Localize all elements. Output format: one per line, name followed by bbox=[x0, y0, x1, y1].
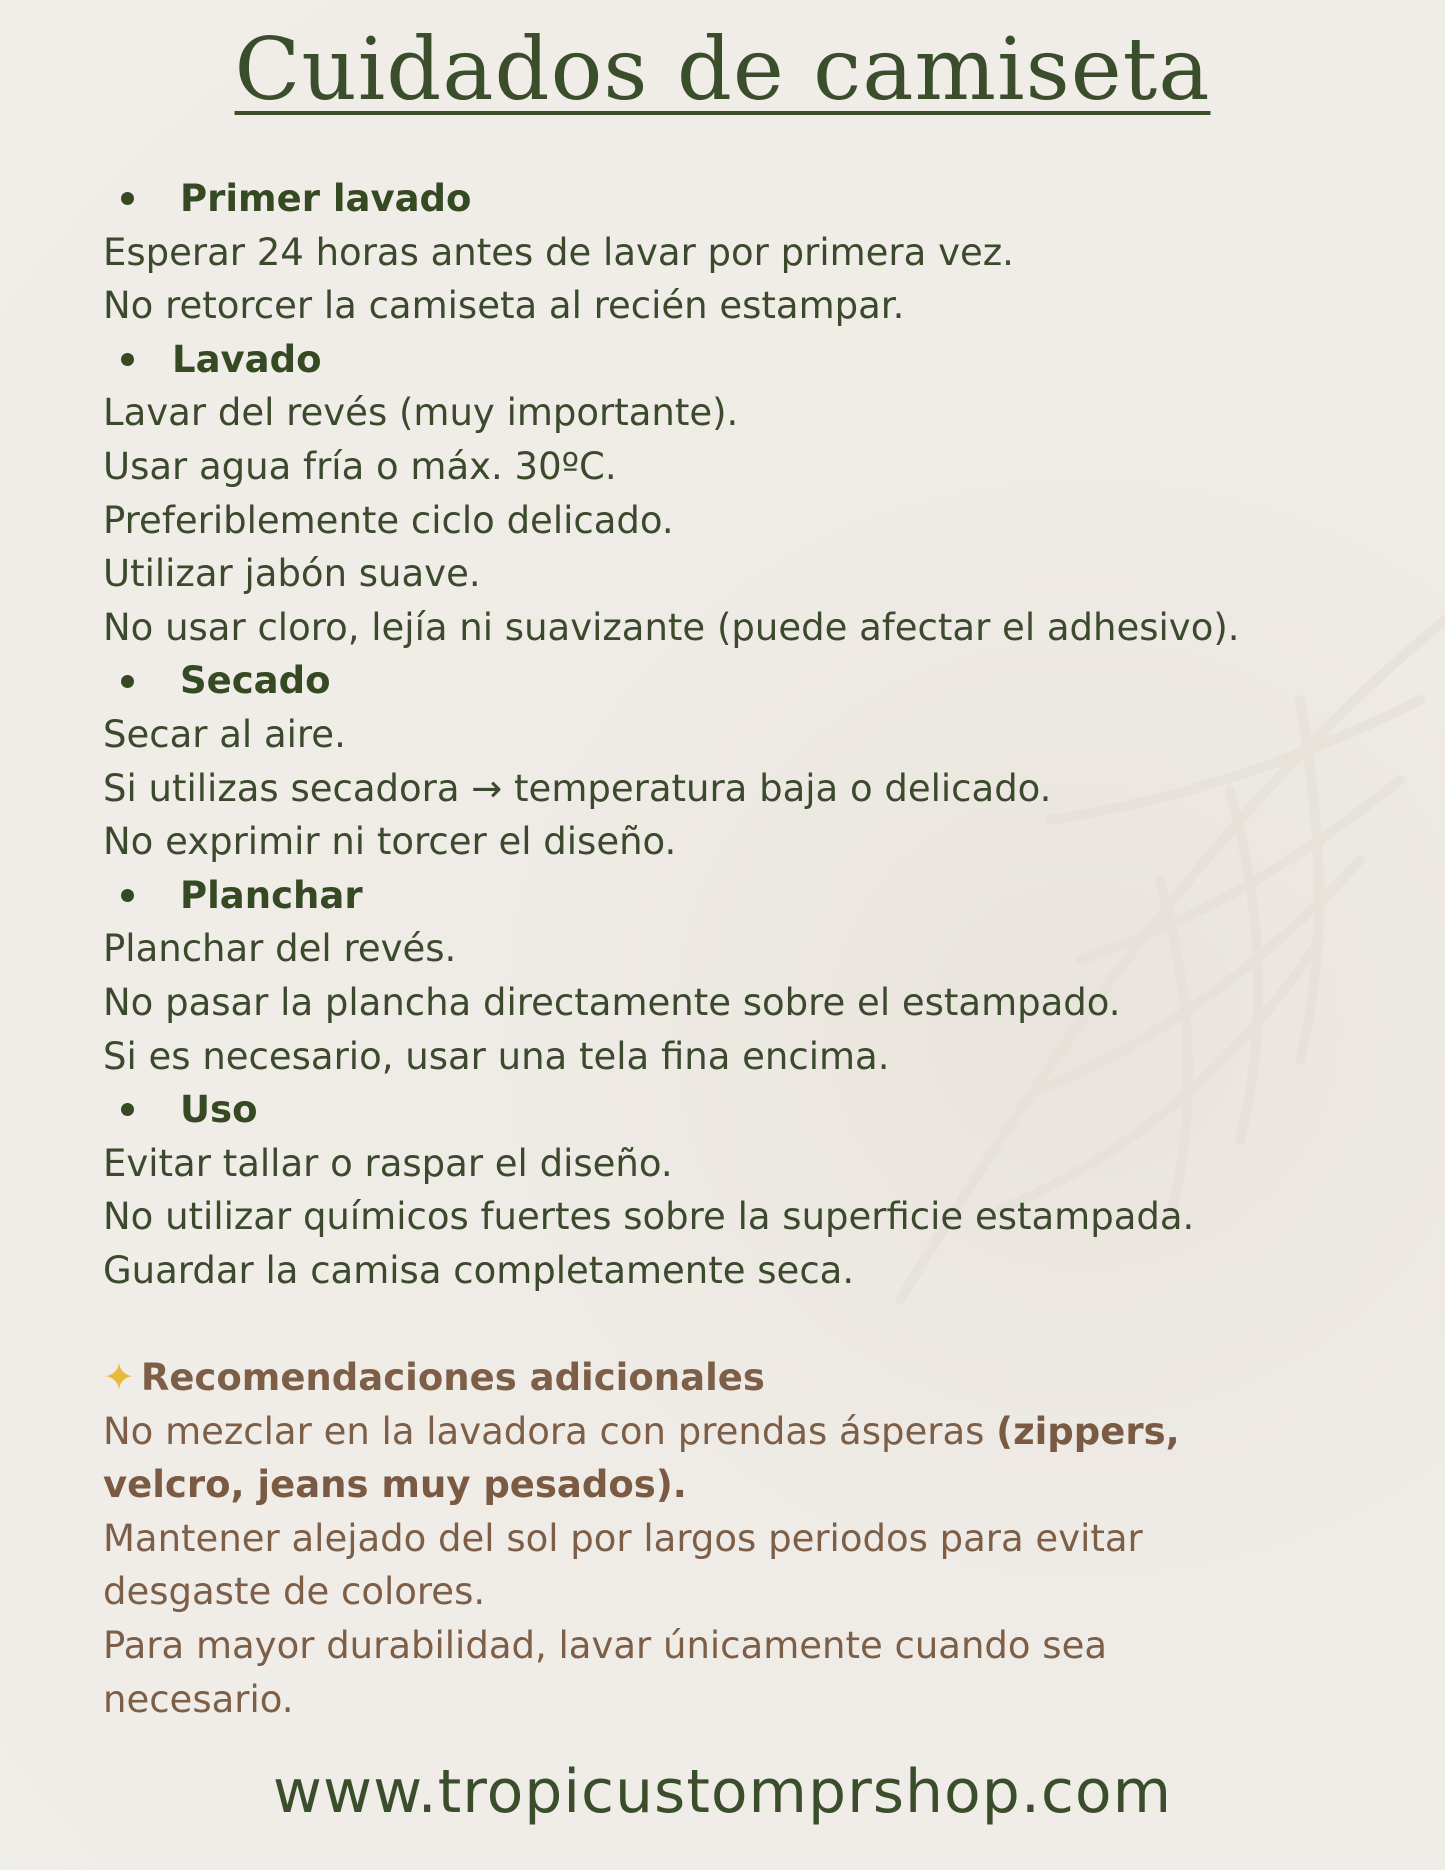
instruction-line: No exprimir ni torcer el diseño. bbox=[103, 820, 677, 864]
section-planchar bbox=[103, 869, 1363, 1083]
recommendation-line: desgaste de colores. bbox=[103, 1570, 486, 1614]
section-secado bbox=[103, 654, 1363, 868]
section-primer-lavado bbox=[103, 172, 1363, 333]
section-heading-text: Secado bbox=[180, 659, 331, 703]
section-heading bbox=[103, 172, 1363, 226]
bullet-icon bbox=[121, 889, 134, 902]
recommendation-line bbox=[103, 1458, 1363, 1512]
section-heading bbox=[103, 333, 1363, 387]
instruction-line: Lavar del revés (muy importante). bbox=[103, 391, 739, 435]
page-title bbox=[0, 20, 1445, 120]
section-heading-text: Planchar bbox=[180, 873, 363, 917]
instruction-line: Esperar 24 horas antes de lavar por primera vez. bbox=[103, 230, 1014, 274]
additional-recommendations bbox=[103, 1351, 1363, 1726]
recommendations-heading-text: Recomendaciones adicionales bbox=[140, 1356, 765, 1400]
section-heading-text: Uso bbox=[180, 1088, 258, 1132]
section-heading bbox=[103, 1083, 1363, 1137]
instruction-line: No pasar la plancha directamente sobre el estampado. bbox=[103, 980, 1121, 1024]
spacer bbox=[103, 1297, 1363, 1351]
recommendations-heading bbox=[103, 1351, 1363, 1405]
recommendation-text: No mezclar en la lavadora con prendas ásperas bbox=[103, 1409, 997, 1453]
section-heading bbox=[103, 869, 1363, 923]
page-title-text: Cuidados de camiseta bbox=[234, 20, 1211, 120]
instructions-content bbox=[103, 172, 1363, 1726]
instruction-line: Secar al aire. bbox=[103, 712, 346, 756]
section-heading-text: Lavado bbox=[172, 337, 322, 381]
bullet-icon bbox=[121, 675, 134, 688]
recommendation-line: Mantener alejado del sol por largos periodos para evitar bbox=[103, 1516, 1143, 1560]
section-lavado bbox=[103, 333, 1363, 655]
section-heading bbox=[103, 654, 1363, 708]
website-url: www.tropicustomprshop.com bbox=[272, 1757, 1173, 1827]
instruction-line: No utilizar químicos fuertes sobre la superficie estampada. bbox=[103, 1195, 1195, 1239]
recommendation-bold-text: (zippers, bbox=[996, 1409, 1180, 1453]
instruction-line: Evitar tallar o raspar el diseño. bbox=[103, 1141, 673, 1185]
instruction-line: Usar agua fría o máx. 30ºC. bbox=[103, 444, 617, 488]
instruction-line: Preferiblemente ciclo delicado. bbox=[103, 498, 674, 542]
instruction-line: No retorcer la camiseta al recién estampar. bbox=[103, 284, 905, 328]
bullet-icon bbox=[121, 192, 134, 205]
bullet-icon bbox=[121, 1103, 134, 1116]
recommendation-line: necesario. bbox=[103, 1677, 294, 1721]
instruction-line: Planchar del revés. bbox=[103, 927, 457, 971]
bullet-icon bbox=[121, 353, 134, 366]
instruction-line: Si utilizas secadora → temperatura baja o delicado. bbox=[103, 766, 1052, 810]
recommendation-line bbox=[103, 1405, 1363, 1459]
sparkles-icon: ✦ bbox=[103, 1355, 135, 1400]
instruction-line: Si es necesario, usar una tela fina encima. bbox=[103, 1034, 890, 1078]
section-uso bbox=[103, 1083, 1363, 1297]
instruction-line: No usar cloro, lejía ni suavizante (puede afectar el adhesivo). bbox=[103, 605, 1240, 649]
recommendation-bold-text: velcro, jeans muy pesados). bbox=[103, 1463, 687, 1507]
recommendation-line: Para mayor durabilidad, lavar únicamente cuando sea bbox=[103, 1624, 1108, 1668]
section-heading-text: Primer lavado bbox=[180, 177, 472, 220]
instruction-line: Utilizar jabón suave. bbox=[103, 552, 481, 596]
instruction-line: Guardar la camisa completamente seca. bbox=[103, 1248, 855, 1292]
